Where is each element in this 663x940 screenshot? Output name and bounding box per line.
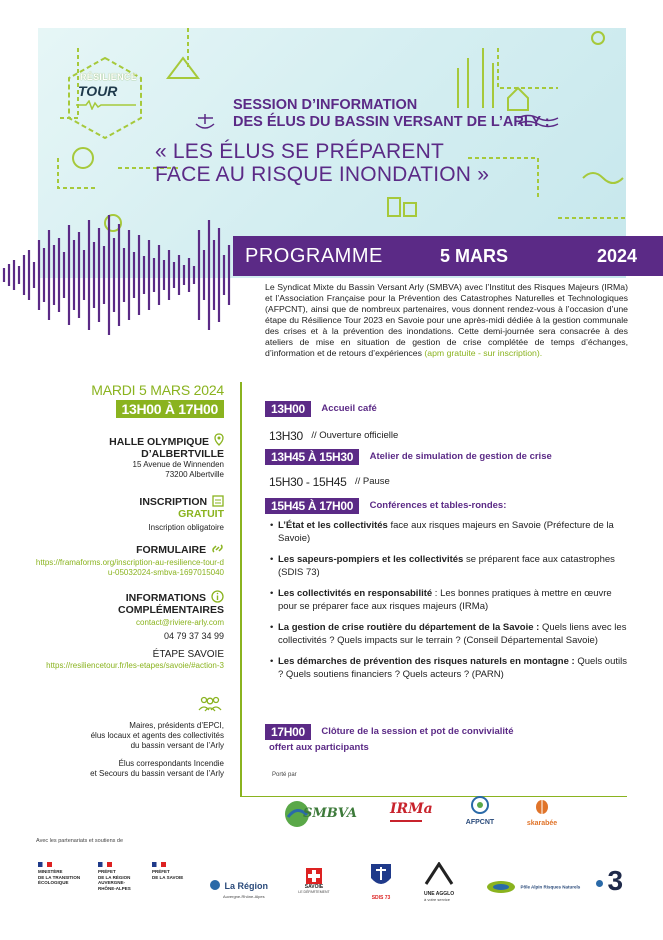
region-subtext: Auvergne-Rhône-Alpes [223, 894, 265, 899]
savoie-text: SAVOIE [304, 884, 324, 890]
intro-text: Le Syndicat Mixte du Bassin Versant Arly (SMBVA) avec l’Institut des Risques Majeurs (IRMa) et l’Association Française pour la Prévention des Catastrophes Naturelles et Technologiques (AFPCNT), ainsi que de nombreux partenaires, vous donnent rendez-vous à l’occasion d’une étape du Résilience Tour 2023 en Savoie pour une après-midi dédiée à la gestion communale des crises et à la prévention des inondations. Cette demi-journée sera consacrée à des ateliers de mise en situation de gestion de crise complétée de temps d’échanges, d’information et de retours d’expériences [265, 282, 628, 358]
irma-text: IRMa [390, 801, 433, 817]
skarabee-beetle-icon [533, 797, 551, 815]
agglo-subtext: à votre service [424, 897, 451, 902]
inscription-price: GRATUIT [178, 508, 224, 520]
infos-title-1: INFORMATIONS [125, 592, 207, 604]
france3-dot-icon [596, 880, 603, 887]
intro-paragraph [265, 282, 628, 359]
prefet-aura-line: RHÔNE-ALPES [98, 885, 131, 891]
formulaire-title: FORMULAIRE [136, 544, 207, 556]
venue-name-2: D’ALBERTVILLE [141, 448, 224, 460]
ministere-line: ÉCOLOGIQUE [38, 880, 69, 885]
prefet-savoie-line: PRÉFET [152, 869, 170, 874]
schedule-time: 15H30 - 15H45 [269, 474, 347, 489]
infos-title-2: COMPLÉMENTAIRES [118, 604, 224, 616]
clipboard-icon [212, 494, 224, 507]
conference-details: se préparent face aux catastrophes (SDIS 73) [278, 554, 615, 578]
ministere-line: MINISTÈRE [38, 869, 63, 874]
conference-details: : Les bonnes pratiques à mettre en œuvre pour se préparer face aux risques majeurs (IRMa) [278, 588, 612, 612]
schedule-label: Accueil café [321, 403, 377, 415]
skarabee-logo [522, 797, 562, 831]
location-pin-icon [214, 433, 224, 446]
skarabee-text: skarabée [526, 820, 558, 827]
venue-name-1: HALLE OLYMPIQUE [109, 436, 210, 448]
prefet-aura-line: DE LA RÉGION [98, 874, 131, 880]
pole-text: Pôle Alpin Risques Naturels [520, 884, 581, 890]
programme-year: 2024 [596, 245, 637, 266]
logo-line-2: TOUR [78, 83, 118, 99]
info-icon [211, 590, 224, 603]
venue-city: 73200 Albertville [165, 470, 224, 479]
prefet-aura-logo [98, 862, 148, 902]
list-item [270, 588, 630, 613]
session-title-line-2: DES ÉLUS DU BASSIN VERSANT DE L’ARLY : [233, 114, 550, 130]
audience-line-3: du bassin versant de l’Arly [130, 741, 224, 750]
etape-link[interactable]: https://resiliencetour.fr/les-etapes/savoie/#action-3 [46, 661, 224, 670]
resilience-tour-logo [66, 56, 144, 140]
audience-line-4: Élus correspondants Incendie [118, 759, 224, 768]
quote-line-2: FACE AU RISQUE INONDATION » [155, 163, 490, 186]
inscription-block [24, 494, 224, 533]
intro-note: (apm gratuite - sur inscription). [424, 348, 543, 358]
schedule-item-2 [265, 427, 630, 445]
region-text: La Région [224, 881, 268, 891]
agglo-text: UNE AGGLO [424, 891, 455, 897]
conference-details: Quels liens avec les collectivités ? Quels impacts sur le terrain ? (Conseil Départemental Savoie) [278, 622, 627, 646]
schedule-closing [265, 723, 630, 753]
audience-line-5: et Secours du bassin versant de l’Arly [90, 769, 224, 778]
schedule-item-4 [265, 473, 630, 491]
quote-line-1: « LES ÉLUS SE PRÉPARENT [155, 140, 444, 163]
schedule-label: Atelier de simulation de gestion de crise [369, 451, 552, 463]
schedule-item-1 [265, 400, 630, 418]
sdis-text: SDIS 73 [371, 895, 391, 901]
list-item [270, 520, 630, 545]
conference-topic: Les démarches de prévention des risques naturels en montagne : [278, 656, 575, 667]
infos-block [24, 590, 224, 641]
sponsors-label: Avec les partenariats et soutiens de [36, 838, 124, 844]
schedule-item-5 [265, 497, 630, 515]
schedule-label: // Pause [354, 476, 390, 488]
region-dot-icon [210, 880, 220, 890]
conference-topic: Les collectivités en responsabilité [278, 588, 433, 599]
closing-label-2: offert aux participants [269, 742, 369, 753]
infos-phone: 04 79 37 34 99 [163, 631, 224, 641]
flag-icon [152, 862, 166, 867]
smbva-text: SMBVA [303, 806, 357, 821]
list-item [270, 622, 630, 647]
conference-topic: La gestion de crise routière du département de la Savoie : [278, 622, 540, 633]
event-date: MARDI 5 MARS 2024 [91, 382, 224, 398]
etape-block [24, 649, 224, 671]
prefet-savoie-logo [152, 862, 197, 902]
sdis-shield-icon [369, 862, 393, 890]
inscription-note: Inscription obligatoire [148, 523, 224, 532]
session-title [233, 97, 593, 131]
logo-line-1: RÉSILIENCE [80, 72, 138, 82]
france3-text: 3 [607, 865, 624, 896]
afpcnt-text: AFPCNT [465, 819, 495, 826]
main-quote [155, 140, 489, 186]
savoie-subtext: LE DÉPARTEMENT [298, 890, 330, 894]
partner-label: Porté par [272, 772, 297, 778]
venue-block [24, 433, 224, 480]
infos-email[interactable]: contact@riviere-arly.com [136, 618, 224, 627]
irma-logo [390, 800, 433, 830]
france3-logo [596, 866, 632, 900]
pole-logo [486, 878, 582, 892]
closing-time: 17H00 [265, 724, 311, 740]
event-info-column [24, 382, 224, 779]
link-icon [211, 543, 224, 554]
programme-bar [233, 236, 663, 276]
schedule-time: 13H00 [265, 401, 311, 417]
prefet-aura-line: PRÉFET [98, 869, 116, 874]
agglo-mountain-icon [424, 862, 454, 886]
flag-icon [38, 862, 52, 867]
venue-street: 15 Avenue de Winnenden [132, 460, 224, 469]
audience-block [24, 721, 224, 779]
schedule-item-3 [265, 448, 630, 466]
schedule-time: 13H45 À 15H30 [265, 449, 359, 465]
region-logo [210, 876, 282, 899]
sdis-logo [366, 862, 396, 902]
afpcnt-logo [455, 796, 505, 830]
prefet-savoie-line: DE LA SAVOIE [152, 874, 184, 880]
closing-label-1: Clôture de la session et pot de convivialité [321, 726, 514, 738]
list-item [270, 656, 630, 681]
conference-list [270, 520, 630, 690]
afpcnt-globe-icon [466, 796, 494, 814]
inscription-title: INSCRIPTION [139, 496, 208, 508]
schedule-time: 15H45 À 17H00 [265, 498, 359, 514]
audience-line-1: Maires, présidents d’EPCI, [129, 721, 224, 730]
programme-label: PROGRAMME [245, 244, 383, 267]
ministere-logo [38, 862, 93, 902]
ministere-line: DE LA TRANSITION [38, 874, 81, 880]
logo-wave-icon [76, 100, 136, 110]
smbva-logo [283, 797, 363, 831]
savoie-cross-icon [306, 868, 322, 884]
session-title-line-1: SESSION D’INFORMATION [233, 97, 418, 113]
flag-icon [98, 862, 112, 867]
conference-details: Quels outils ? Quels soutiens financiers ? Quels acteurs ? (PARN) [278, 656, 627, 680]
schedule-label: Conférences et tables-rondes: [369, 500, 507, 512]
pole-ellipse-icon [486, 880, 516, 894]
conference-topic: Les sapeurs-pompiers et les collectivités [278, 554, 464, 565]
prefet-aura-line: AUVERGNE- [98, 880, 126, 885]
agglo-logo [424, 862, 474, 902]
conference-topic: L’État et les collectivités [278, 520, 388, 531]
audience-line-2: élus locaux et agents des collectivités [90, 731, 224, 740]
schedule-label: // Ouverture officielle [311, 430, 399, 442]
conference-details: face aux risques majeurs en Savoie (Préfecture de la Savoie) [278, 520, 614, 544]
programme-date: 5 MARS [440, 245, 509, 266]
formulaire-block [24, 543, 224, 578]
schedule-time: 13H30 [269, 428, 303, 443]
savoie-logo [298, 868, 330, 900]
people-group-icon [196, 696, 224, 712]
etape-title: ÉTAPE SAVOIE [152, 649, 224, 660]
event-time: 13H00 À 17H00 [116, 400, 225, 418]
formulaire-link[interactable]: https://framaforms.org/inscription-au-resilience-tour-du-05032024-smbva-1697015040 [35, 558, 224, 577]
divider-vertical [240, 382, 242, 797]
list-item [270, 554, 630, 579]
